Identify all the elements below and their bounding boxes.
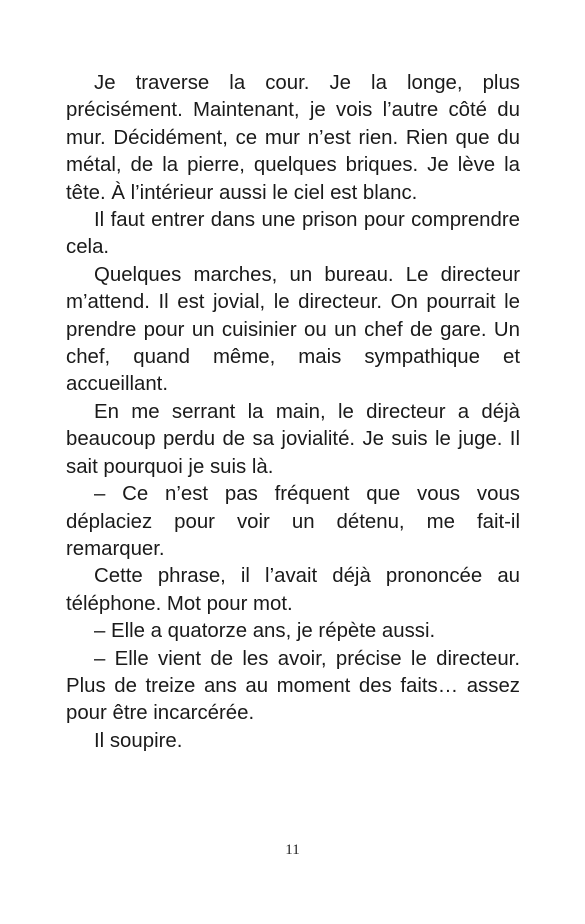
paragraph: – Elle vient de les avoir, précise le directeur. Plus de treize ans au moment des faits… assez pour être incarcérée. (66, 647, 520, 725)
paragraph: Il soupire. (94, 729, 183, 752)
paragraph: En me serrant la main, le directeur a déjà beaucoup perdu de sa jovialité. Je suis le juge. Il sait pourquoi je suis là. (66, 400, 520, 478)
paragraph: Je traverse la cour. Je la longe, plus précisément. Maintenant, je vois l’autre côté du mur. Décidément, ce mur n’est rien. Rien que du métal, de la pierre, quelques briques. Je lève la tête. À l’intérieur aussi le ciel est blanc. (66, 72, 520, 204)
paragraph: – Elle a quatorze ans, je répète aussi. (94, 620, 436, 643)
body-text (66, 70, 520, 755)
page-number: 11 (285, 842, 300, 858)
paragraph: Quelques marches, un bureau. Le directeur m’attend. Il est jovial, le directeur. On pourrait le prendre pour un cuisinier ou un chef de gare. Un chef, quand même, mais sympathique et accueillant. (66, 263, 520, 396)
paragraph: Il faut entrer dans une prison pour comprendre cela. (66, 209, 520, 259)
paragraph: Cette phrase, il l’avait déjà prononcée au téléphone. Mot pour mot. (66, 565, 520, 615)
paragraph: – Ce n’est pas fréquent que vous vous déplaciez pour voir un détenu, me fait-il remarquer. (66, 483, 520, 560)
